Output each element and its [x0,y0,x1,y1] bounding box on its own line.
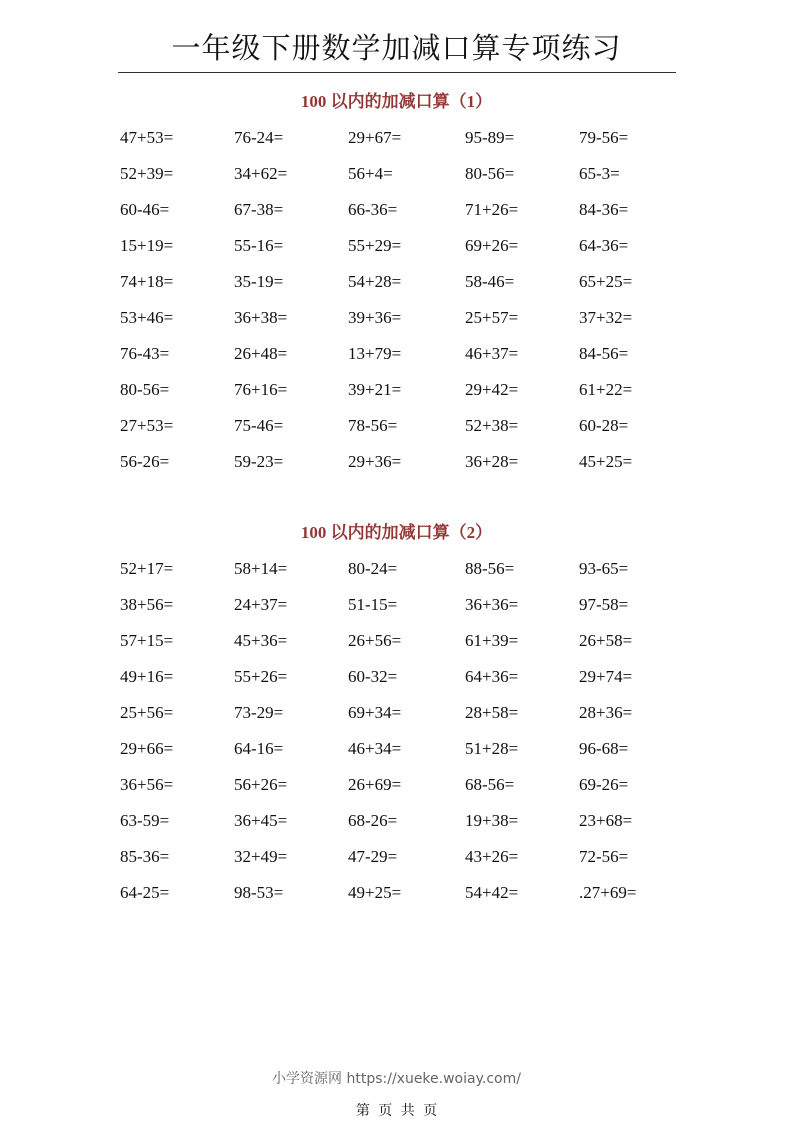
exercise-problem: 15+19= [120,236,174,255]
exercise-problem: 38+56= [120,595,174,614]
exercise-problem: 49+16= [120,667,174,686]
exercise-problem: 66-36= [348,200,398,219]
exercise-problem: 96-68= [579,739,629,758]
exercise-problem: 29+66= [120,739,174,758]
footer-site-url: 小学资源网 https://xueke.woiay.com/ [272,1071,521,1087]
exercise-problem: 51-15= [348,595,398,614]
section-heading: 100 以内的加减口算（2） [300,523,493,542]
exercise-row [120,196,680,232]
exercise-problem: 29+67= [348,128,402,147]
exercise-row [120,160,680,196]
exercise-row [120,268,680,304]
exercise-problem: 52+39= [120,164,174,183]
exercise-problem: 64-25= [120,883,170,902]
exercise-problem: 39+21= [348,380,402,399]
exercise-row [120,340,680,376]
exercise-problem: 29+74= [579,667,633,686]
exercise-row [120,555,680,591]
exercise-problem: 68-26= [348,811,398,830]
exercise-problem: 54+28= [348,272,402,291]
exercise-row [120,591,680,627]
exercise-problem: 98-53= [234,883,284,902]
exercise-problem: 93-65= [579,559,629,578]
exercise-problem: 61+22= [579,380,633,399]
exercise-problem: 19+38= [465,811,519,830]
exercise-problem: 46+34= [348,739,402,758]
exercise-problem: 80-56= [120,380,170,399]
exercise-problem: 69+34= [348,703,402,722]
exercise-grid [120,124,680,484]
exercise-row [120,663,680,699]
exercise-problem: 56+26= [234,775,288,794]
exercise-problem: 55+29= [348,236,402,255]
exercise-row [120,627,680,663]
exercise-problem: 52+17= [120,559,174,578]
exercise-problem: 79-56= [579,128,629,147]
exercise-problem: 52+38= [465,416,519,435]
exercise-problem: .27+69= [579,883,637,902]
exercise-problem: 84-56= [579,344,629,363]
exercise-row [120,879,680,915]
exercise-problem: 37+32= [579,308,633,327]
exercise-problem: 34+62= [234,164,288,183]
exercise-problem: 69-26= [579,775,629,794]
exercise-problem: 61+39= [465,631,519,650]
exercise-problem: 28+36= [579,703,633,722]
exercise-problem: 47-29= [348,847,398,866]
exercise-problem: 54+42= [465,883,519,902]
exercise-problem: 58+14= [234,559,288,578]
section-heading: 100 以内的加减口算（1） [300,92,493,111]
exercise-problem: 49+25= [348,883,402,902]
exercise-problem: 32+49= [234,847,288,866]
exercise-problem: 51+28= [465,739,519,758]
exercise-problem: 24+37= [234,595,288,614]
exercise-problem: 58-46= [465,272,515,291]
exercise-problem: 80-24= [348,559,398,578]
exercise-problem: 26+48= [234,344,288,363]
exercise-problem: 68-56= [465,775,515,794]
exercise-problem: 26+69= [348,775,402,794]
exercise-row [120,843,680,879]
exercise-problem: 39+36= [348,308,402,327]
exercise-problem: 56+4= [348,164,393,183]
exercise-problem: 25+57= [465,308,519,327]
exercise-problem: 67-38= [234,200,284,219]
exercise-problem: 36+38= [234,308,288,327]
exercise-problem: 65+25= [579,272,633,291]
exercise-problem: 76-43= [120,344,170,363]
exercise-problem: 71+26= [465,200,519,219]
exercise-row [120,448,680,484]
exercise-problem: 29+42= [465,380,519,399]
exercise-problem: 60-46= [120,200,170,219]
exercise-row [120,412,680,448]
exercise-problem: 60-32= [348,667,398,686]
exercise-problem: 27+53= [120,416,174,435]
exercise-row [120,304,680,340]
exercise-problem: 85-36= [120,847,170,866]
exercise-problem: 63-59= [120,811,170,830]
exercise-problem: 80-56= [465,164,515,183]
exercise-problem: 57+15= [120,631,174,650]
page-title: 一年级下册数学加减口算专项练习 [171,31,622,65]
exercise-problem: 76-24= [234,128,284,147]
exercise-problem: 36+28= [465,452,519,471]
exercise-problem: 53+46= [120,308,174,327]
exercise-problem: 26+58= [579,631,633,650]
exercise-section-1 [0,88,793,471]
exercise-problem: 55+26= [234,667,288,686]
exercise-problem: 72-56= [579,847,629,866]
exercise-problem: 45+25= [579,452,633,471]
exercise-problem: 69+26= [465,236,519,255]
exercise-problem: 46+37= [465,344,519,363]
exercise-row [120,376,680,412]
title-divider [118,72,676,73]
exercise-problem: 88-56= [465,559,515,578]
exercise-problem: 43+26= [465,847,519,866]
exercise-problem: 97-58= [579,595,629,614]
exercise-problem: 64-16= [234,739,284,758]
exercise-problem: 74+18= [120,272,174,291]
exercise-problem: 95-89= [465,128,515,147]
exercise-problem: 60-28= [579,416,629,435]
exercise-problem: 64-36= [579,236,629,255]
exercise-section-2 [0,519,793,902]
exercise-grid [120,555,680,915]
exercise-problem: 26+56= [348,631,402,650]
exercise-row [120,699,680,735]
footer-page-number: 第 页 共 页 [355,1103,438,1119]
exercise-problem: 28+58= [465,703,519,722]
exercise-row [120,124,680,160]
exercise-row [120,735,680,771]
exercise-problem: 47+53= [120,128,174,147]
exercise-problem: 13+79= [348,344,402,363]
exercise-problem: 84-36= [579,200,629,219]
exercise-problem: 23+68= [579,811,633,830]
exercise-problem: 75-46= [234,416,284,435]
exercise-row [120,771,680,807]
exercise-row [120,232,680,268]
exercise-problem: 64+36= [465,667,519,686]
exercise-problem: 25+56= [120,703,174,722]
exercise-problem: 29+36= [348,452,402,471]
exercise-problem: 78-56= [348,416,398,435]
exercise-problem: 65-3= [579,164,620,183]
exercise-problem: 45+36= [234,631,288,650]
exercise-problem: 73-29= [234,703,284,722]
exercise-problem: 76+16= [234,380,288,399]
exercise-problem: 36+56= [120,775,174,794]
exercise-problem: 56-26= [120,452,170,471]
exercise-row [120,807,680,843]
exercise-problem: 55-16= [234,236,284,255]
exercise-problem: 36+36= [465,595,519,614]
exercise-problem: 35-19= [234,272,284,291]
exercise-problem: 59-23= [234,452,284,471]
exercise-problem: 36+45= [234,811,288,830]
